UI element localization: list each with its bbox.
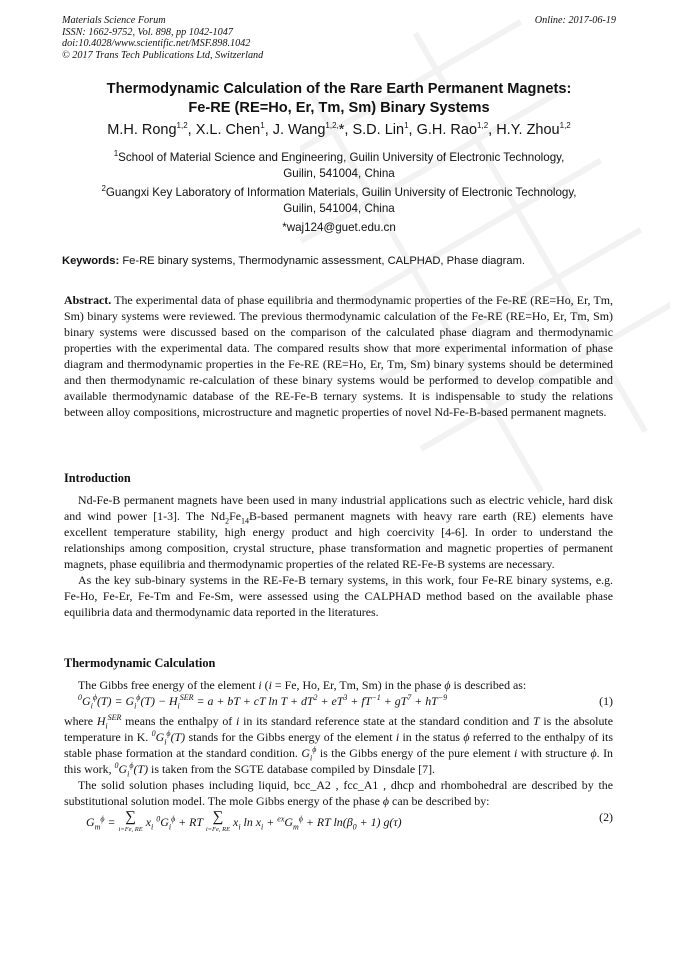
keywords-label: Keywords: bbox=[62, 255, 120, 267]
abstract bbox=[64, 292, 613, 420]
equation-number: (1) bbox=[599, 694, 613, 708]
affiliation-2: $^2$Guangxi Key Laboratory of Information Materials, Guilin University of Electronic Technology, Guilin, 541004, China bbox=[101, 184, 577, 215]
author-list bbox=[40, 122, 638, 138]
paragraph: where $H_i^{SER}$ means the enthalpy of i in its standard reference state at the standard condition and T is the absolute temperature in K. $^0G_i^\phi(T)$ stands for the Gibbs energy of the element i in the status ϕ referred to the enthalpy of its stable phase formation at the standard condition. $G_i^\phi$ is the Gibbs energy of the pure element i with structure ϕ. In this work, $^0G_i^\phi(T)$ is taken from the SGTE database compiled by Dinsdale [7]. bbox=[64, 713, 613, 779]
author: M.H. Rong$^{1,2}$, bbox=[107, 121, 196, 138]
corresponding-email[interactable]: *waj124@guet.edu.cn bbox=[282, 221, 396, 234]
section-heading-introduction: Introduction bbox=[64, 471, 131, 485]
paragraph: Nd-Fe-B permanent magnets have been used in many industrial applications such as electric vehicle, hard disk and wind power [1-3]. The $Nd_2Fe_{14}B$-based permanent magnets with heavy rare earth (RE) elements have excellent temperature stability, high energy product and high coercivity [4-6]. In order to understand the relationships among composition, crystal structure, phase transformation and magnetic properties of permanent magnets, phase equilibria and thermodynamic properties of the related RE-Fe-B systems are necessary. bbox=[64, 493, 613, 571]
journal-name: Materials Science Forum bbox=[62, 15, 166, 26]
paragraph: The solid solution phases including liquid, bcc_A2 , fcc_A1 , dhcp and rhombohedral are described by the substitutional solution model. The mole Gibbs energy of the phase ϕ can be described by: bbox=[64, 778, 613, 808]
doi: doi:10.4028/www.scientific.net/MSF.898.1042 bbox=[62, 38, 251, 49]
sum-limit: i=Fe, RE bbox=[118, 826, 143, 833]
keywords bbox=[62, 255, 616, 267]
author: H.Y. Zhou$^{1,2}$ bbox=[496, 121, 571, 138]
keywords-text: Fe-RE binary systems, Thermodynamic assessment, CALPHAD, Phase diagram. bbox=[122, 255, 525, 267]
issn: ISSN: 1662-9752, Vol. 898, pp 1042-1047 bbox=[62, 26, 233, 38]
author: X.L. Chen$^1$, bbox=[195, 121, 273, 138]
abstract-label: Abstract. bbox=[64, 293, 112, 307]
author: S.D. Lin$^1$, bbox=[352, 121, 417, 138]
equation-1: $^0G_i^\phi(T) = G_i^\phi(T) - H_i^{SER} = a$ + bT + cT $\ln T + dT^2 + eT^3 + fT^{-1} + gT^7 + hT^{-9}$ (1) bbox=[78, 693, 613, 711]
equation-2: $G_m^\phi$ = ∑ i=Fe, RE $x_i$ $^0G_i^\phi$ + RT ∑ i=Fe, RE $x_i$ $\ln x_i + ^{ex}G_m^\phi$ + RT $\ln(\beta_0 + 1)$ g(τ) (2) bbox=[86, 809, 613, 833]
paper-title: Thermodynamic Calculation of the Rare Earth Permanent Magnets: Fe-RE (RE=Ho, Er, Tm, Sm) Binary Systems bbox=[106, 81, 572, 116]
paragraph: As the key sub-binary systems in the RE-Fe-B ternary systems, in this work, four Fe-RE binary systems, e.g. Fe-Ho, Fe-Er, Fe-Tm and Fe-Sm, were assessed using the CALPHAD method based on the available phase equilibria data and thermodynamic data reported in the literatures. bbox=[64, 573, 613, 619]
section-heading-thermodynamic-calculation: Thermodynamic Calculation bbox=[64, 656, 216, 670]
author: G.H. Rao$^{1,2}$, bbox=[416, 121, 497, 138]
paragraph: The Gibbs free energy of the element i (i = Fe, Ho, Er, Tm, Sm) in the phase ϕ is described as: bbox=[78, 678, 527, 692]
thermodynamic-body bbox=[64, 677, 613, 844]
equation-number: (2) bbox=[599, 810, 613, 824]
sum-limit: i=Fe, RE bbox=[205, 826, 231, 833]
abstract-text: The experimental data of phase equilibria and thermodynamic properties of the Fe-RE (RE=Ho, Er, Tm, Sm) binary systems were reviewed. The previous thermodynamic calculation of the Fe-RE (RE=Ho, Er, Tm, Sm) binary systems were discussed based on the comparison of the calculated phase diagram and thermodynamic properties with the experimental data. The compared results show that more experimental information of phase diagram and thermodynamic properties in the Fe-RE (RE=Ho, Er, Tm, Sm) binary systems should be determined and then thermodynamic re-calculation of these binary systems would be performed to develop compatible and available thermodynamic database of the RE-Fe-B ternary systems. It is indispensable to study the relations between alloy compositions, microstructure and magnetic properties of novel Nd-Fe-B-based permanent magnets. bbox=[64, 293, 613, 419]
affiliation-1: $^1$School of Material Science and Engineering, Guilin University of Electronic Technology, Guilin, 541004, China bbox=[113, 149, 565, 180]
introduction-body bbox=[64, 492, 613, 620]
journal-header bbox=[62, 15, 616, 61]
copyright: © 2017 Trans Tech Publications Ltd, Switzerland bbox=[62, 49, 264, 61]
online-date: Online: 2017-06-19 bbox=[534, 15, 616, 26]
author: J. Wang$^{1,2,}$*, bbox=[272, 121, 353, 138]
